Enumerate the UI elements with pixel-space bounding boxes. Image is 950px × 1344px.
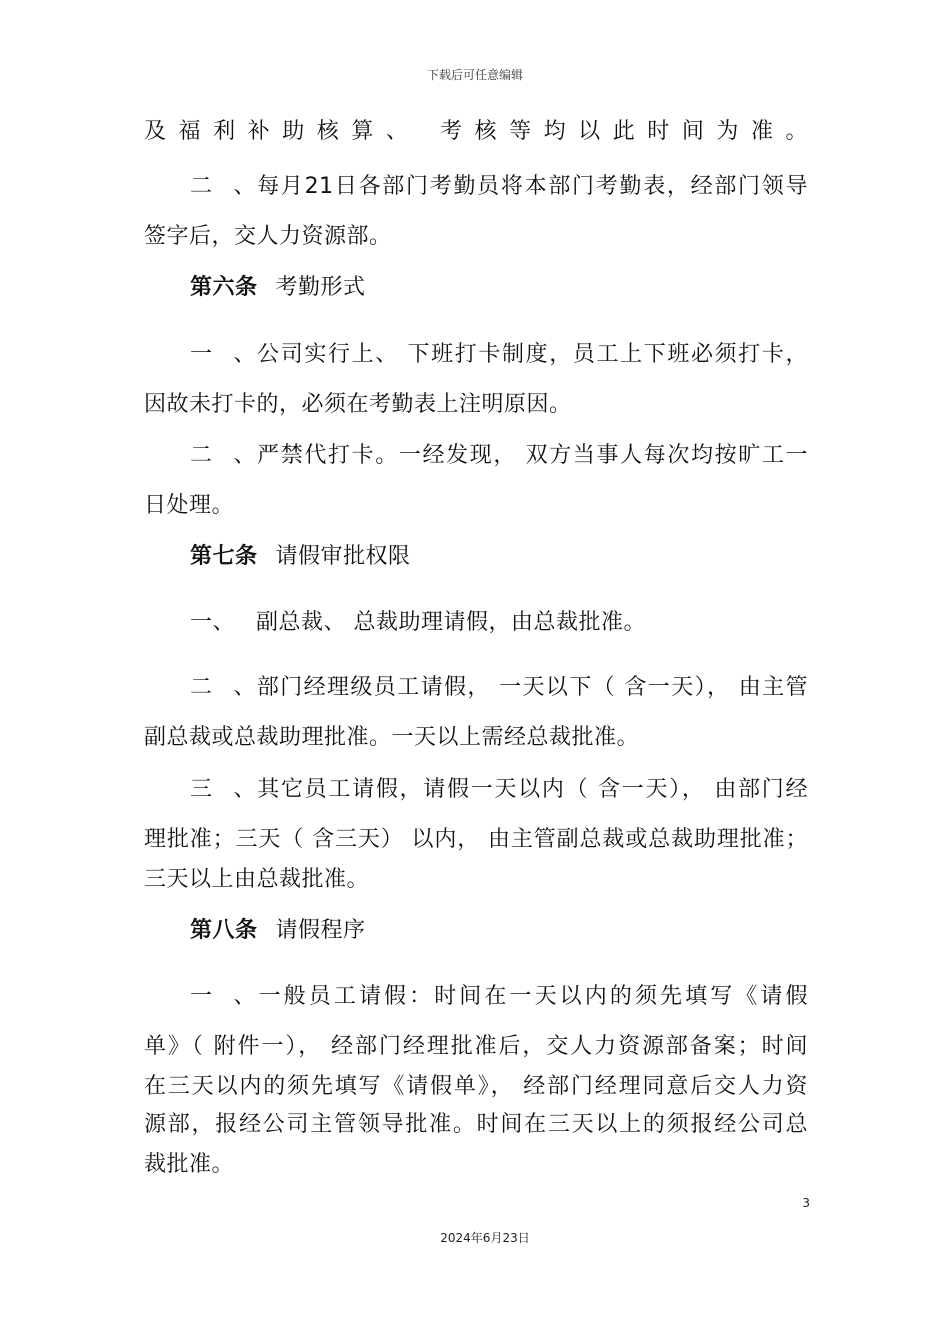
body-line: 单》（ 附件一）， 经部门经理批准后，交人力资源部备案；时间 bbox=[144, 1034, 808, 1059]
body-line: 及福利补助核算、 考核等均以此时间为准。 bbox=[144, 119, 808, 144]
article-heading bbox=[190, 916, 808, 946]
page-footer-date: 2024年6月23日 bbox=[440, 1231, 530, 1245]
article-number: 第八条 bbox=[190, 918, 258, 943]
article-title: 请假审批权限 bbox=[275, 544, 411, 569]
list-item bbox=[190, 775, 808, 805]
body-line: 三天以上由总裁批准。 bbox=[144, 867, 370, 892]
item-number: 二、 bbox=[190, 675, 256, 700]
article-title: 请假程序 bbox=[275, 918, 366, 943]
item-text: 一般员工请假：时间在一天以内的须先填写《请假 bbox=[256, 984, 808, 1009]
item-text: 严禁代打卡。一经发现， 双方当事人每次均按旷工一 bbox=[256, 443, 808, 468]
item-number: 一、 bbox=[190, 984, 256, 1009]
list-item bbox=[190, 608, 808, 638]
body-line: 副总裁或总裁助理批准。一天以上需经总裁批准。 bbox=[144, 725, 640, 750]
item-number: 三、 bbox=[190, 777, 256, 802]
item-number: 一、 bbox=[190, 342, 256, 367]
item-text: 副总裁、 总裁助理请假，由总裁批准。 bbox=[256, 610, 646, 635]
list-item bbox=[190, 673, 808, 703]
article-number: 第七条 bbox=[190, 544, 258, 569]
list-item bbox=[190, 340, 808, 370]
article-title: 考勤形式 bbox=[275, 275, 366, 300]
page-number: 3 bbox=[802, 1196, 810, 1210]
body-line: 签字后，交人力资源部。 bbox=[144, 224, 392, 249]
item-text: 部门经理级员工请假， 一天以下（ 含一天）， 由主管 bbox=[256, 675, 808, 700]
article-heading bbox=[190, 273, 808, 303]
body-line: 裁批准。 bbox=[144, 1152, 235, 1177]
page-header: 下载后可任意编辑 bbox=[426, 68, 523, 82]
item-text: 其它员工请假，请假一天以内（ 含一天）， 由部门经 bbox=[256, 777, 808, 802]
body-line: 理批准；三天（ 含三天） 以内， 由主管副总裁或总裁助理批准； bbox=[144, 827, 808, 852]
list-item bbox=[190, 982, 808, 1012]
body-line: 在三天以内的须先填写《请假单》， 经部门经理同意后交人力资 bbox=[144, 1074, 808, 1099]
article-heading bbox=[190, 542, 808, 572]
body-line: 日处理。 bbox=[144, 493, 235, 518]
list-item bbox=[190, 172, 808, 202]
body-line: 源部，报经公司主管领导批准。时间在三天以上的须报经公司总 bbox=[144, 1112, 808, 1137]
item-number: 二、 bbox=[190, 443, 256, 468]
article-number: 第六条 bbox=[190, 275, 258, 300]
item-number: 一、 bbox=[190, 610, 236, 635]
item-text: 每月21日各部门考勤员将本部门考勤表，经部门领导 bbox=[256, 174, 808, 199]
list-item bbox=[190, 441, 808, 471]
item-number: 二、 bbox=[190, 174, 256, 199]
body-line: 因故未打卡的，必须在考勤表上注明原因。 bbox=[144, 392, 572, 417]
item-text: 公司实行上、 下班打卡制度，员工上下班必须打卡， bbox=[256, 342, 808, 367]
